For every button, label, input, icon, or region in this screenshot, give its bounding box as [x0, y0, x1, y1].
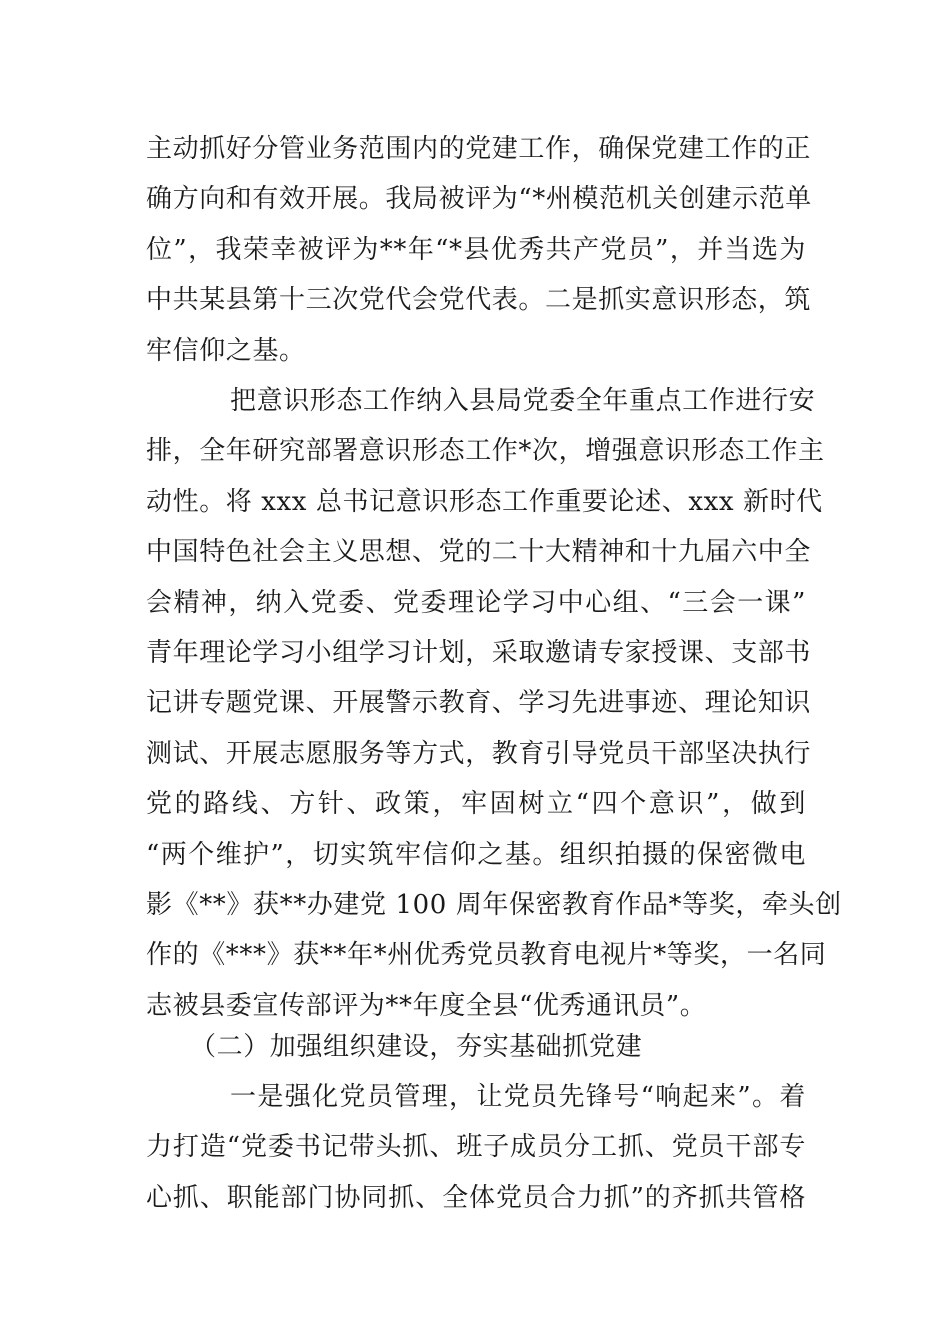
paragraph-line: 把意识形态工作纳入县局党委全年重点工作进行安	[230, 386, 816, 416]
paragraph-line: 主动抓好分管业务范围内的党建工作，确保党建工作的正	[146, 134, 812, 164]
paragraph-line: 动性。将 xxx 总书记意识形态工作重要论述、xxx 新时代	[146, 486, 823, 517]
paragraph-line: 中国特色社会主义思想、党的二十大精神和十九届六中全	[146, 537, 812, 568]
paragraph-line: 会精神，纳入党委、党委理论学习中心组、“三会一课”	[146, 587, 806, 618]
paragraph-line: 青年理论学习小组学习计划，采取邀请专家授课、支部书	[146, 637, 812, 668]
paragraph-line: 心抓、职能部门协同抓、全体党员合力抓”的齐抓共管格	[146, 1182, 806, 1213]
paragraph-line: 排，全年研究部署意识形态工作*次，增强意识形态工作主	[146, 436, 825, 467]
paragraph-line: 位”，我荣幸被评为**年“*县优秀共产党员”，并当选为	[146, 234, 806, 265]
paragraph-line: 测试、开展志愿服务等方式，教育引导党员干部坚决执行	[146, 738, 812, 769]
paragraph-line: 党的路线、方针、政策，牢固树立“四个意识”，做到	[146, 789, 806, 820]
paragraph-line: 作的《***》获**年*州优秀党员教育电视片*等奖，一名同	[146, 940, 827, 971]
heading-text: （二）加强组织建设，夯实基础抓党建	[190, 1032, 643, 1062]
paragraph-line: “两个维护”，切实筑牢信仰之基。组织拍摄的保密微电	[146, 839, 806, 870]
paragraph-line: 牢信仰之基。	[146, 335, 306, 366]
paragraph-line: 确方向和有效开展。我局被评为“*州模范机关创建示范单	[146, 184, 812, 215]
paragraph-line: 力打造“党委书记带头抓、班子成员分工抓、党员干部专	[146, 1132, 806, 1163]
paragraph-3	[146, 1072, 806, 1223]
paragraph-line: 中共某县第十三次党代会党代表。二是抓实意识形态，筑	[146, 285, 812, 316]
paragraph-line: 影《**》获**办建党 100 周年保密教育作品*等奖，牵头创	[146, 889, 842, 920]
paragraph-1	[146, 124, 812, 376]
paragraph-2	[146, 376, 842, 1031]
paragraph-line: 一是强化党员管理，让党员先锋号“响起来”。着	[230, 1082, 806, 1112]
section-heading	[146, 1022, 806, 1072]
paragraph-line: 志被县委宣传部评为**年度全县“优秀通讯员”。	[146, 990, 707, 1021]
paragraph-line: 记讲专题党课、开展警示教育、学习先进事迹、理论知识	[146, 688, 812, 719]
